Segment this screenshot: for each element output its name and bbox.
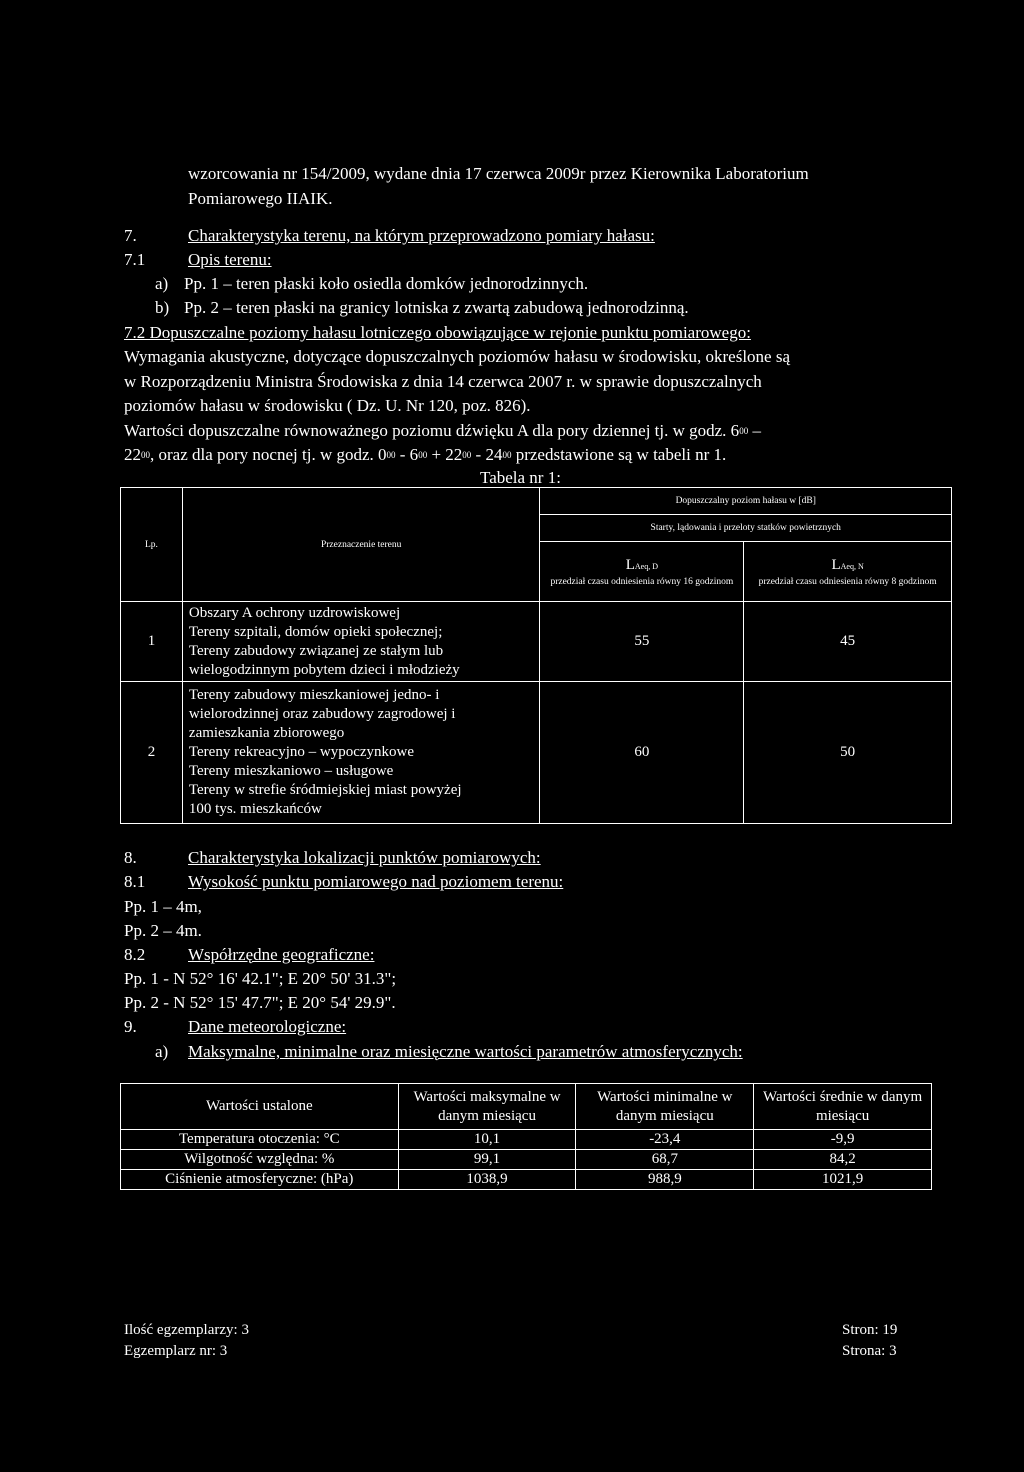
meteo-table [120,1083,932,1190]
item-a-label: a) [155,274,169,293]
section-7-title: Charakterystyka terenu, na którym przeprowadzono pomiary hałasu: [188,226,655,245]
table-row [121,682,952,824]
section-9-a-label: a) [155,1042,169,1061]
section-7-number: 7. [124,226,137,245]
section-8-1-number: 8.1 [124,872,146,891]
row-2-land-use: Tereny zabudowy mieszkaniowej jedno- i wielorodzinnej oraz zabudowy zagrodowej i zamieszkania zbiorowego Tereny rekreacyjno – wypoczynkowe Tereny mieszkaniowo – usługowe Tereny w strefie śródmiejskiej miast powyżej 100 tys. mieszkańców [182,682,540,824]
table-row [121,602,952,682]
section-8-2-number: 8.2 [124,945,146,964]
coords-pp1: Pp. 1 - N 52° 16' 42.1"; E 20° 50' 31.3"; [124,969,397,988]
item-b-label: b) [155,298,170,317]
section-9-title: Dane meteorologiczne: [188,1017,347,1036]
paragraph-line-3: poziomów hałasu w środowisku ( Dz. U. Nr 120, poz. 826). [124,396,531,415]
section-8-title: Charakterystyka lokalizacji punktów pomiarowych: [188,848,541,867]
row-1-night: 45 [744,602,952,682]
paragraph-line-2: w Rozporządzeniu Ministra Środowiska z dnia 14 czerwca 2007 r. w sprawie dopuszczalnych [124,372,762,391]
table-row [121,1150,932,1170]
item-a-text: Pp. 1 – teren płaski koło osiedla domków jednorodzinnych. [184,274,589,293]
header-flights: Starty, lądowania i przeloty statków powietrznych [540,515,952,542]
meteo-row-name: Wilgotność względna: % [121,1150,399,1170]
item-b-text: Pp. 2 – teren płaski na granicy lotniska z zwartą zabudową jednorodzinną. [184,298,689,317]
row-1-lp: 1 [121,602,183,682]
footer-copy-number: Egzemplarz nr: 3 [124,1343,228,1359]
meteo-row-avg: 1021,9 [754,1170,932,1190]
paragraph-line-4: Wartości dopuszczalne równoważnego poziomu dźwięku A dla pory dziennej tj. w godz. $6^{00}$ – [124,421,761,440]
row-2-day: 60 [540,682,744,824]
header-lp: Lp. [121,488,183,602]
intro-line-2: Pomiarowego IIAIK. [188,189,333,208]
footer-copies: Ilość egzemplarzy: 3 [124,1322,249,1338]
section-7-2-title: 7.2 Dopuszczalne poziomy hałasu lotniczego obowiązujące w rejonie punktu pomiarowego: [124,323,751,342]
meteo-header-min: Wartości minimalne w danym miesiącu [576,1084,754,1130]
row-2-lp: 2 [121,682,183,824]
section-7-1-number: 7.1 [124,250,146,269]
meteo-row-max: 10,1 [398,1130,576,1150]
section-9-a-title: Maksymalne, minimalne oraz miesięczne wartości parametrów atmosferycznych: [188,1042,743,1061]
footer-page: Strona: 3 [842,1343,897,1359]
meteo-row-avg: 84,2 [754,1150,932,1170]
header-night-level: LAeq, N przedział czasu odniesienia równy 8 godzinom [744,542,952,602]
table-1-caption: Tabela nr 1: [480,468,561,487]
meteo-row-max: 99,1 [398,1150,576,1170]
meteo-row-min: 68,7 [576,1150,754,1170]
paragraph-line-5: $22^{00}$, oraz dla pory nocnej tj. w godz. $0^{00} - 6^{00} + 22^{00} - 24^{00}$ przedstawione są w tabeli nr 1. [124,445,727,464]
section-8-2-title: Współrzędne geograficzne: [188,945,375,964]
coords-pp2: Pp. 2 - N 52° 15' 47.7"; E 20° 54' 29.9". [124,993,396,1012]
row-2-night: 50 [744,682,952,824]
meteo-header-avg: Wartości średnie w danym miesiącu [754,1084,932,1130]
section-9-number: 9. [124,1017,137,1036]
row-1-land-use: Obszary A ochrony uzdrowiskowej Tereny szpitali, domów opieki społecznej; Tereny zabudowy związanej ze stałym lub wielogodzinnym pobytem dzieci i młodzieży [182,602,540,682]
meteo-row-min: 988,9 [576,1170,754,1190]
section-8-1-title: Wysokość punktu pomiarowego nad poziomem terenu: [188,872,564,891]
section-8-number: 8. [124,848,137,867]
meteo-row-max: 1038,9 [398,1170,576,1190]
meteo-row-min: -23,4 [576,1130,754,1150]
meteo-header-name: Wartości ustalone [121,1084,399,1130]
meteo-row-name: Ciśnienie atmosferyczne: (hPa) [121,1170,399,1190]
row-1-day: 55 [540,602,744,682]
height-pp2: Pp. 2 – 4m. [124,921,202,940]
table-row [121,1170,932,1190]
header-noise-limit: Dopuszczalny poziom hałasu w [dB] [540,488,952,515]
height-pp1: Pp. 1 – 4m, [124,897,202,916]
intro-line-1: wzorcowania nr 154/2009, wydane dnia 17 czerwca 2009r przez Kierownika Laboratorium [188,164,809,183]
section-7-1-title: Opis terenu: [188,250,272,269]
header-day-level: LAeq, D przedział czasu odniesienia równy 16 godzinom [540,542,744,602]
header-land-use: Przeznaczenie terenu [182,488,540,602]
paragraph-line-1: Wymagania akustyczne, dotyczące dopuszczalnych poziomów hałasu w środowisku, określone są [124,347,791,366]
footer-pages: Stron: 19 [842,1322,898,1338]
meteo-row-avg: -9,9 [754,1130,932,1150]
noise-limits-table [120,487,952,824]
table-row [121,1130,932,1150]
meteo-row-name: Temperatura otoczenia: °C [121,1130,399,1150]
meteo-header-max: Wartości maksymalne w danym miesiącu [398,1084,576,1130]
